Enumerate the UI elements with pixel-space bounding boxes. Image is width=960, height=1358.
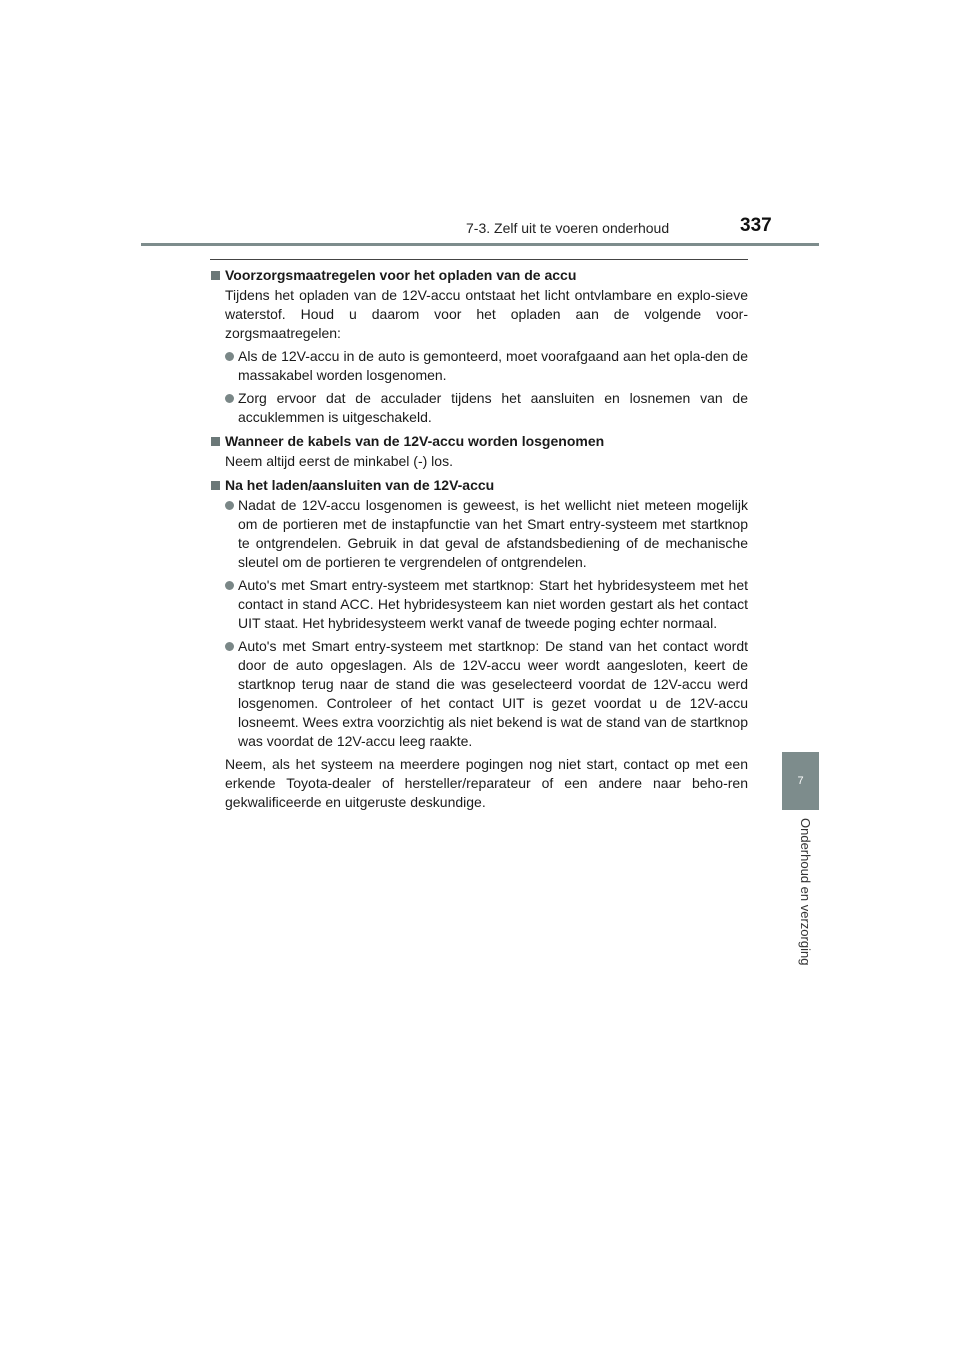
section-heading bbox=[210, 476, 748, 495]
chapter-number: 7 bbox=[797, 775, 804, 787]
header-rule bbox=[141, 243, 819, 246]
section-charging-precautions bbox=[210, 266, 748, 427]
section-heading-text: Wanneer de kabels van de 12V-accu worden losgenomen bbox=[225, 433, 605, 449]
square-bullet-icon bbox=[211, 271, 220, 280]
list-item-text: Als de 12V-accu in de auto is gemonteerd, moet voorafgaand aan het opla-den de massakabel worden losgenomen. bbox=[238, 348, 748, 383]
content-top-rule bbox=[210, 259, 748, 260]
section-title: 7-3. Zelf uit te voeren onderhoud bbox=[466, 220, 670, 236]
list-item-text: Auto's met Smart entry-systeem met startknop: Start het hybridesysteem met het contact in stand ACC. Het hybridesysteem kan niet worden gestart als het contact UIT staat. Het hybridesysteem werkt vanaf de tweede poging echter normaal. bbox=[238, 577, 748, 631]
square-bullet-icon bbox=[211, 481, 220, 490]
section-heading bbox=[210, 266, 748, 285]
list-item bbox=[225, 347, 748, 385]
chapter-tab[interactable] bbox=[782, 752, 819, 810]
list-item bbox=[225, 576, 748, 633]
section-heading-text: Na het laden/aansluiten van de 12V-accu bbox=[225, 477, 495, 493]
section-heading-text: Voorzorgsmaatregelen voor het opladen van de accu bbox=[225, 267, 577, 283]
closing-paragraph: Neem, als het systeem na meerdere pogingen nog niet start, contact op met een erkende Toyota-dealer of hersteller/reparateur of een andere naar beho-ren gekwalificeerde en uitgeruste deskundige. bbox=[225, 756, 748, 810]
section-paragraph: Tijdens het opladen van de 12V-accu ontstaat het licht ontvlambare en explo-sieve waterstof. Houd u daarom voor het opladen aan de volgende voor-zorgsmaatregelen: bbox=[225, 287, 748, 341]
list-item-text: Nadat de 12V-accu losgenomen is geweest, is het wellicht niet meteen mogelijk om de portieren met de instapfunctie van het Smart entry-systeem met startknop te ontgrendelen. Gebruik in dat geval de afstandsbediening of de mechanische sleutel om de portieren te vergrendelen of ontgrendelen. bbox=[238, 497, 748, 570]
main-content bbox=[210, 266, 748, 812]
round-bullet-icon bbox=[225, 501, 234, 510]
section-after-charging bbox=[210, 476, 748, 751]
round-bullet-icon bbox=[225, 581, 234, 590]
list-item bbox=[225, 389, 748, 427]
round-bullet-icon bbox=[225, 352, 234, 361]
section-disconnect-cables bbox=[210, 432, 748, 471]
round-bullet-icon bbox=[225, 642, 234, 651]
list-item bbox=[225, 637, 748, 751]
list-item-text: Zorg ervoor dat de acculader tijdens het aansluiten en losnemen van de accuklemmen is uitgeschakeld. bbox=[238, 390, 748, 425]
list-item bbox=[225, 496, 748, 572]
square-bullet-icon bbox=[211, 437, 220, 446]
section-heading bbox=[210, 432, 748, 451]
list-item-text: Auto's met Smart entry-systeem met startknop: De stand van het contact wordt door de auto opgeslagen. Als de 12V-accu weer wordt aangesloten, keert de startknop terug naar de stand die was geselecteerd voordat de 12V-accu werd losgenomen. Controleer of het contact UIT is gezet voordat u de 12V-accu losneemt. Wees extra voorzichtig als niet bekend is wat de stand van de startknop was voordat de 12V-accu leeg raakte. bbox=[238, 638, 748, 749]
round-bullet-icon bbox=[225, 394, 234, 403]
page-number: 337 bbox=[740, 215, 772, 236]
section-paragraph: Neem altijd eerst de minkabel (-) los. bbox=[225, 453, 453, 469]
chapter-label bbox=[800, 818, 814, 988]
chapter-label-text: Onderhoud en verzorging bbox=[798, 818, 813, 966]
